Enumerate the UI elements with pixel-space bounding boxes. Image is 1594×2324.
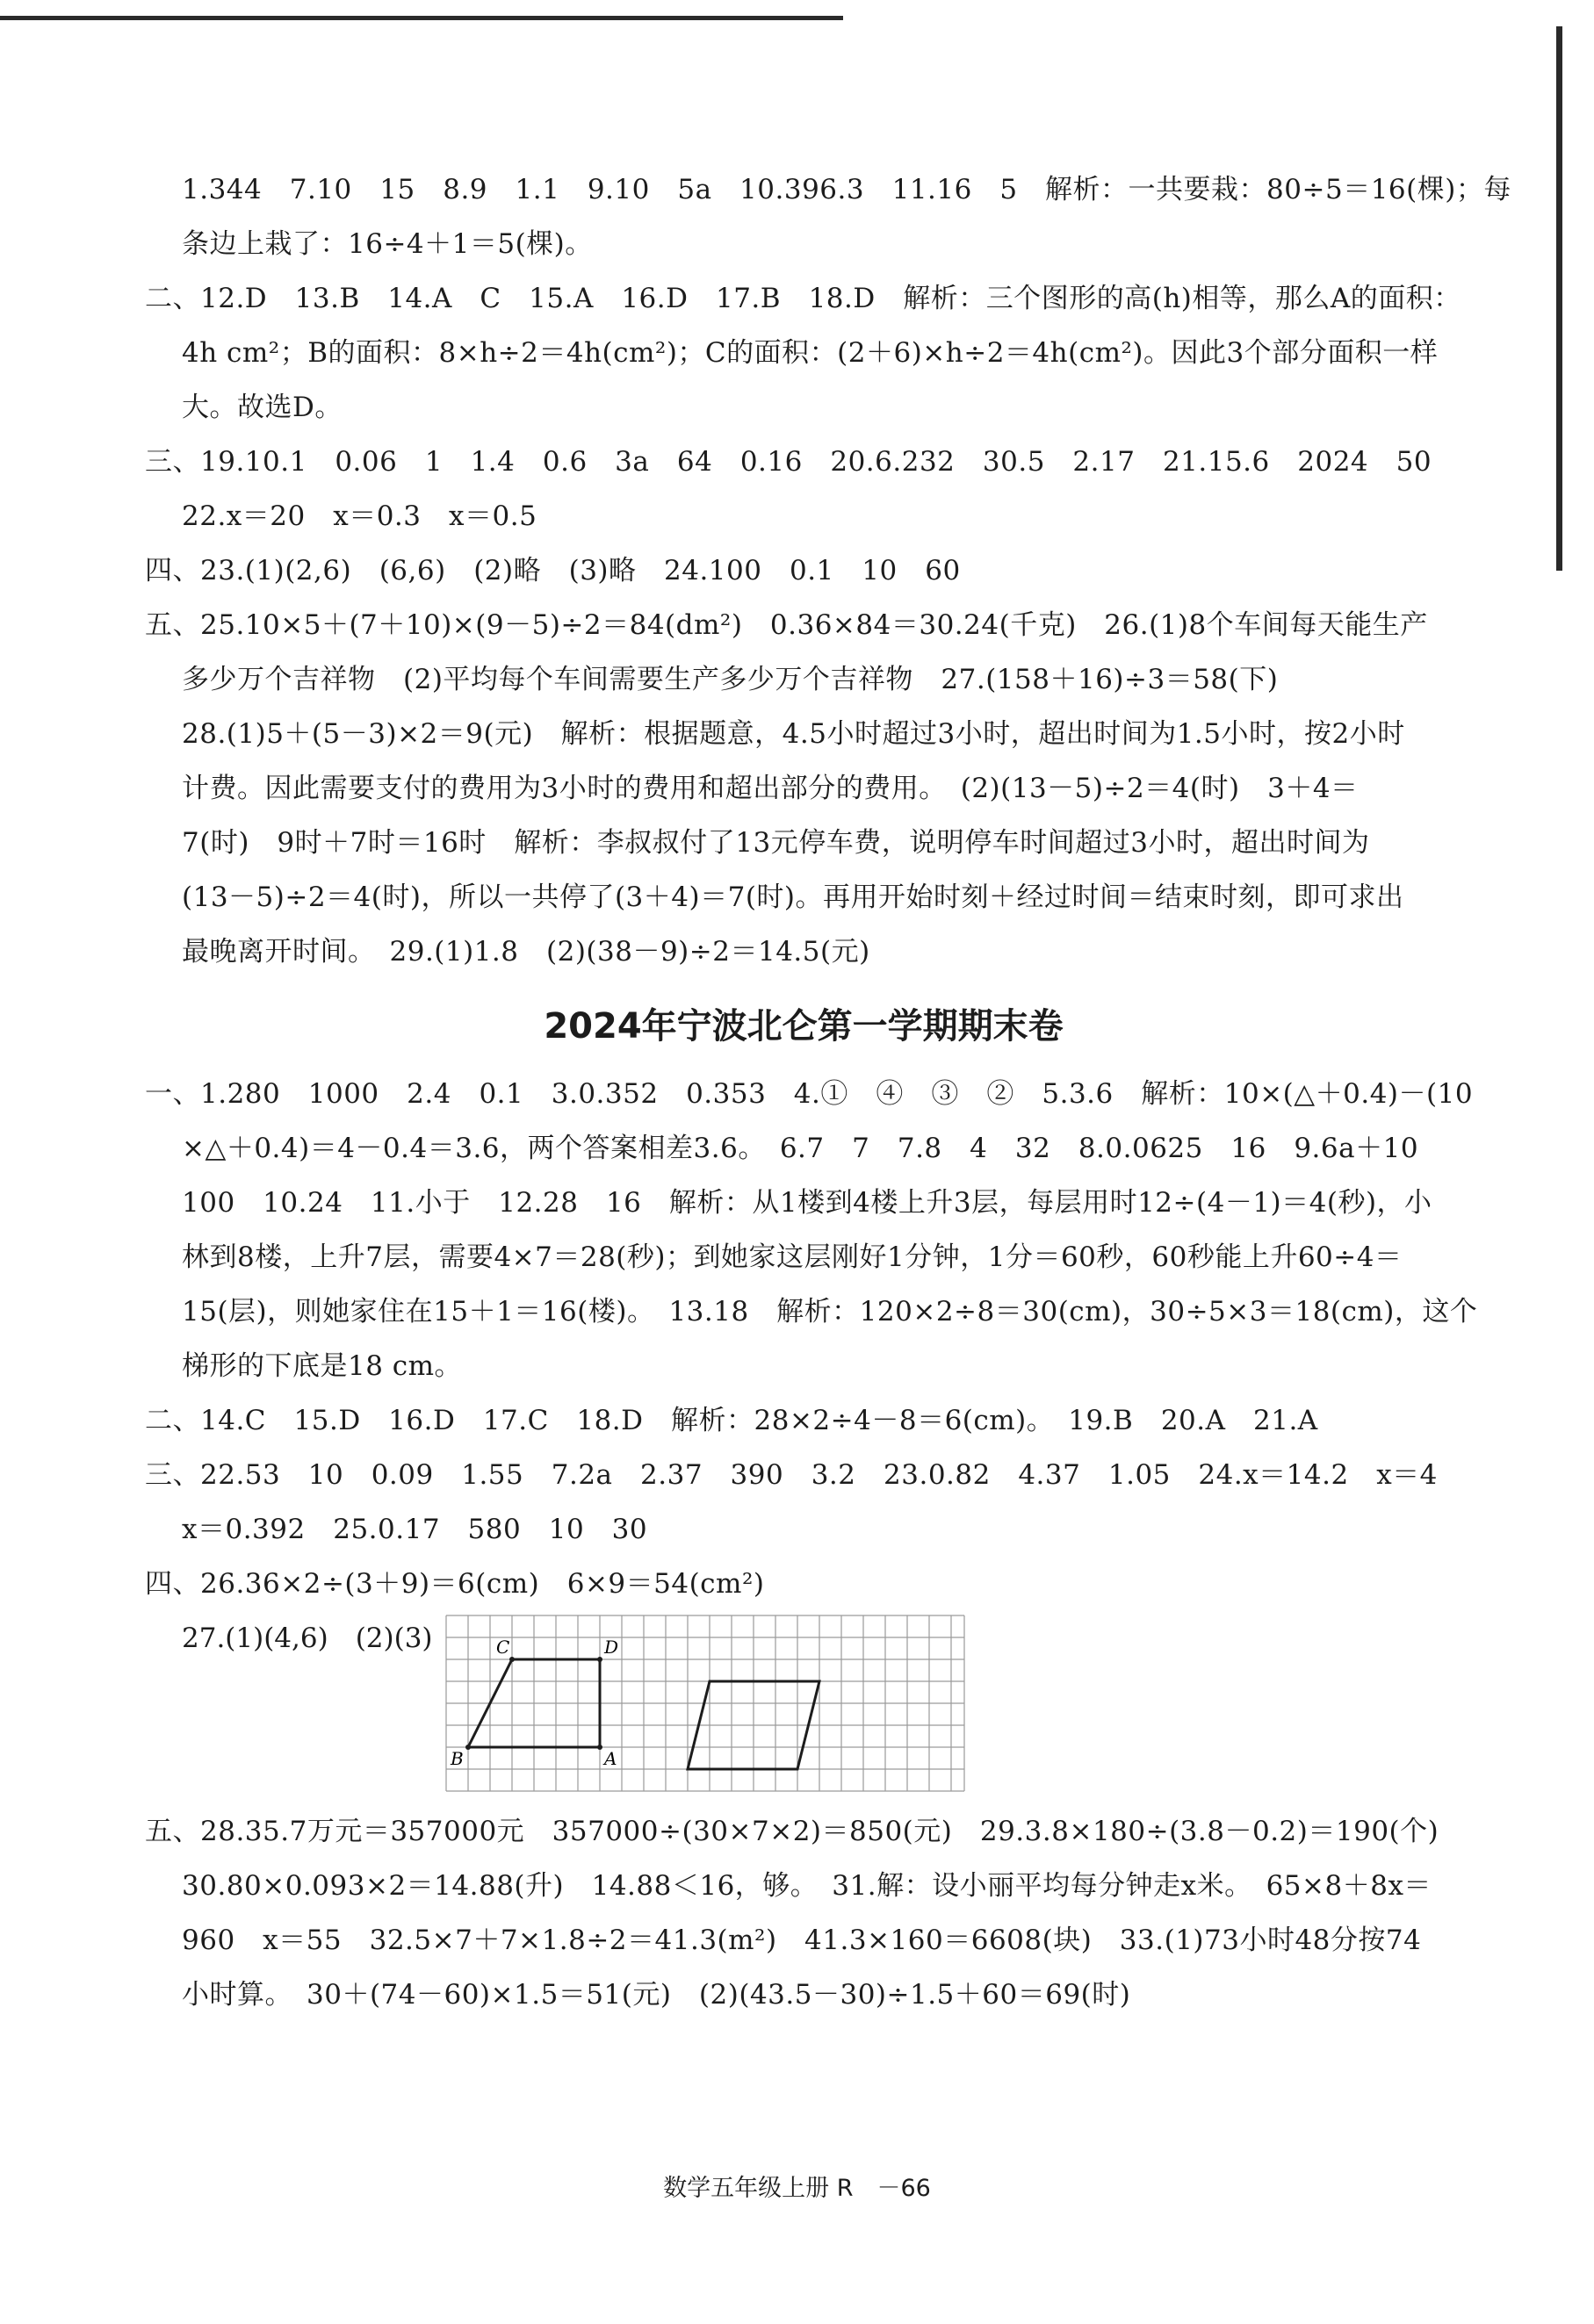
answer-line: ×△＋0.4)＝4－0.4＝3.6，两个答案相差3.6。 6.7 7 7.8 4 32 8.0.0625 16 9.6a＋10 [182,1133,1419,1164]
answer-line: 林到8楼，上升7层，需要4×7＝28(秒)；到她家这层刚好1分钟，1分＝60秒，60秒能上升60÷4＝ [182,1241,1403,1273]
answer-line: 四、23.(1)(2,6) (6,6) (2)略 (3)略 24.100 0.1 10 60 [145,555,961,586]
answer-line: x＝0.392 25.0.17 580 10 30 [182,1514,648,1545]
answer-line: 大。故选D。 [182,392,343,423]
answer-line: (13－5)÷2＝4(时)，所以一共停了(3＋4)＝7(时)。再用开始时刻＋经过时间＝结束时刻，即可求出 [182,881,1404,913]
page-footer: 数学五年级上册 R －66 [663,2175,931,2202]
answer-line: 条边上栽了：16÷4＋1＝5(棵)。 [182,228,593,260]
answer-line: 22.x＝20 x＝0.3 x＝0.5 [182,500,537,532]
answer-line: 五、28.35.7万元＝357000元 357000÷(30×7×2)＝850(元) 29.3.8×180÷(3.8－0.2)＝190(个) [145,1816,1439,1847]
answer-line: 7(时) 9时＋7时＝16时 解析：李叔叔付了13元停车费，说明停车时间超过3小时，超出时间为 [182,827,1370,859]
answer-line: 28.(1)5＋(5－3)×2＝9(元) 解析：根据题意，4.5小时超过3小时，超出时间为1.5小时，按2小时 [182,718,1405,750]
question-27-row [145,1611,1462,1804]
point-a-label: A [603,1748,617,1769]
grid-figure [442,1611,969,1795]
answer-line: 梯形的下底是18 cm。 [182,1350,463,1382]
answer-line: 二、12.D 13.B 14.A C 15.A 16.D 17.B 18.D 解析：三个图形的高(h)相等，那么A的面积： [145,283,1461,314]
answer-line: 最晚离开时间。 29.(1)1.8 (2)(38－9)÷2＝14.5(元) [182,936,870,968]
section-exam-answers [145,1067,1478,2022]
question-27-label: 27.(1)(4,6) (2)(3) [182,1622,433,1654]
answer-line: 1.344 7.10 15 8.9 1.1 9.10 5a 10.396.3 11.16 5 解析：一共要栽：80÷5＝16(棵)；每 [182,174,1511,205]
right-border-rule [1556,26,1562,571]
answer-line: 多少万个吉祥物 (2)平均每个车间需要生产多少万个吉祥物 27.(158＋16)÷3＝58(下) [182,664,1279,695]
answer-line: 三、19.10.1 0.06 1 1.4 0.6 3a 64 0.16 20.6.232 30.5 2.17 21.15.6 2024 50 [145,446,1432,478]
answer-line: 960 x＝55 32.5×7＋7×1.8÷2＝41.3(m²) 41.3×160＝6608(块) 33.(1)73小时48分按74 [182,1925,1422,1956]
answer-line: 100 10.24 11.小于 12.28 16 解析：从1楼到4楼上升3层，每层用时12÷(4－1)＝4(秒)，小 [182,1187,1432,1219]
section-previous-answers [145,162,1511,979]
answer-line: 小时算。 30＋(74－60)×1.5＝51(元) (2)(43.5－30)÷1.5＋60＝69(时) [182,1979,1131,2011]
answer-line: 15(层)，则她家住在15＋1＝16(楼)。 13.18 解析：120×2÷8＝30(cm)，30÷5×3＝18(cm)，这个 [182,1296,1478,1327]
answer-line: 一、1.280 1000 2.4 0.1 3.0.352 0.353 4.① ④ ③ ② 5.3.6 解析：10×(△＋0.4)－(10 [145,1078,1474,1110]
point-b-label: B [450,1748,464,1769]
answer-line: 30.80×0.093×2＝14.88(升) 14.88＜16，够。 31.解：设小丽平均每分钟走x米。 65×8＋8x＝ [182,1870,1432,1902]
top-border-rule [0,16,843,20]
answer-line: 三、22.53 10 0.09 1.55 7.2a 2.37 390 3.2 23.0.82 4.37 1.05 24.x＝14.2 x＝4 [145,1459,1438,1491]
point-c-label: C [495,1637,509,1658]
answer-page [145,162,1511,2022]
answer-line: 四、26.36×2÷(3＋9)＝6(cm) 6×9＝54(cm²) [145,1568,765,1600]
point-d-label: D [603,1637,618,1658]
answer-line: 二、14.C 15.D 16.D 17.C 18.D 解析：28×2÷4－8＝6(cm)。 19.B 20.A 21.A [145,1405,1318,1436]
answer-line: 计费。因此需要支付的费用为3小时的费用和超出部分的费用。 (2)(13－5)÷2＝4(时) 3＋4＝ [182,773,1359,804]
answer-line: 4h cm²；B的面积：8×h÷2＝4h(cm²)；C的面积：(2＋6)×h÷2＝4h(cm²)。因此3个部分面积一样 [182,337,1439,369]
answer-line: 五、25.10×5＋(7＋10)×(9－5)÷2＝84(dm²) 0.36×84＝30.24(千克) 26.(1)8个车间每天能生产 [145,609,1428,641]
exam-title: 2024年宁波北仑第一学期期末卷 [544,1006,1064,1047]
